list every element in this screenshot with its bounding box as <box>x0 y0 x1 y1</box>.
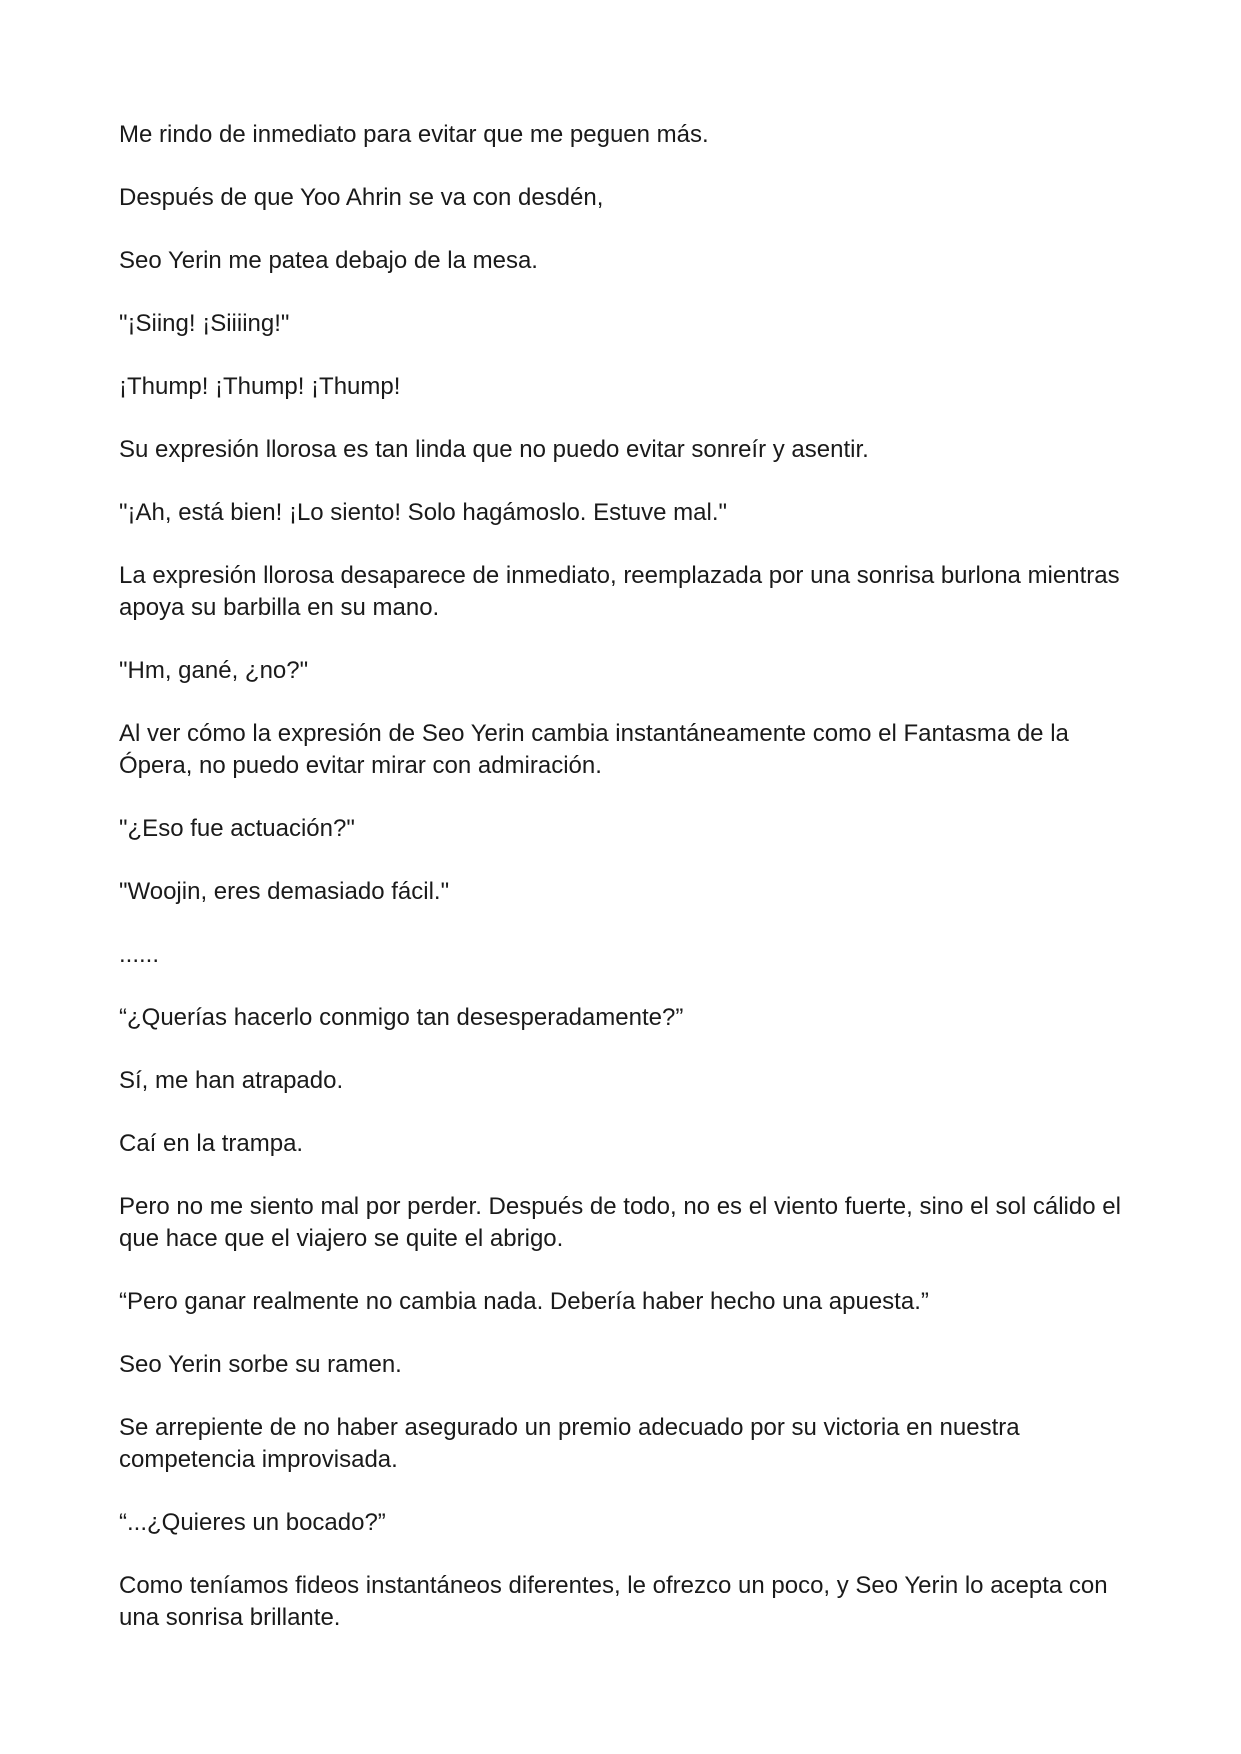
paragraph: ¡Thump! ¡Thump! ¡Thump! <box>119 373 401 400</box>
paragraph: Me rindo de inmediato para evitar que me peguen más. <box>119 121 709 148</box>
paragraph: "¡Ah, está bien! ¡Lo siento! Solo hagámoslo. Estuve mal." <box>119 499 728 526</box>
paragraph: Seo Yerin me patea debajo de la mesa. <box>119 247 538 274</box>
document-body <box>119 119 1129 1665</box>
paragraph: "Woojin, eres demasiado fácil." <box>119 878 450 905</box>
paragraph: Como teníamos fideos instantáneos diferentes, le ofrezco un poco, y Seo Yerin lo acepta con una sonrisa brillante. <box>119 1572 1108 1631</box>
paragraph: “Pero ganar realmente no cambia nada. Debería haber hecho una apuesta.” <box>119 1288 929 1315</box>
paragraph: Pero no me siento mal por perder. Después de todo, no es el viento fuerte, sino el sol cálido el que hace que el viajero se quite el abrigo. <box>119 1193 1121 1252</box>
paragraph: Sí, me han atrapado. <box>119 1067 344 1094</box>
paragraph: Su expresión llorosa es tan linda que no puedo evitar sonreír y asentir. <box>119 436 869 463</box>
paragraph: Después de que Yoo Ahrin se va con desdén, <box>119 184 604 211</box>
paragraph: “¿Querías hacerlo conmigo tan desesperadamente?” <box>119 1004 684 1031</box>
paragraph: "Hm, gané, ¿no?" <box>119 657 309 684</box>
paragraph: ...... <box>119 941 160 968</box>
paragraph: Seo Yerin sorbe su ramen. <box>119 1351 402 1378</box>
paragraph: "¿Eso fue actuación?" <box>119 815 355 842</box>
paragraph: Caí en la trampa. <box>119 1130 304 1157</box>
paragraph: Al ver cómo la expresión de Seo Yerin cambia instantáneamente como el Fantasma de la Ópera, no puedo evitar mirar con admiración. <box>119 720 1069 779</box>
paragraph: La expresión llorosa desaparece de inmediato, reemplazada por una sonrisa burlona mientras apoya su barbilla en su mano. <box>119 562 1120 621</box>
paragraph: Se arrepiente de no haber asegurado un premio adecuado por su victoria en nuestra competencia improvisada. <box>119 1414 1020 1473</box>
paragraph: "¡Siing! ¡Siiiing!" <box>119 310 290 337</box>
paragraph: “...¿Quieres un bocado?” <box>119 1509 386 1536</box>
